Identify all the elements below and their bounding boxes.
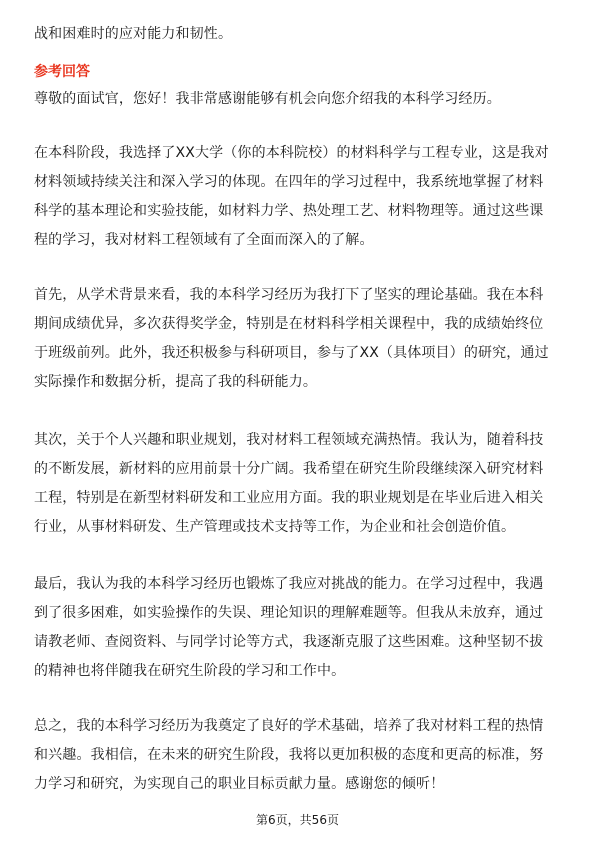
paragraph-line: 到了很多困难，如实验操作的失误、理论知识的理解难题等。但我从未放弃，通过 [34, 605, 544, 621]
paragraph-4 [34, 570, 562, 686]
paragraph-line: 的不断发展，新材料的应用前景十分广阔。我希望在研究生阶段继续深入研究材料 [34, 461, 544, 477]
paragraph-line: 请教老师、查阅资料、与同学讨论等方式，我逐渐克服了这些困难。这种坚韧不拔 [34, 634, 544, 650]
section-heading: 参考回答 [34, 64, 90, 80]
paragraph-line: 实际操作和数据分析，提高了我的科研能力。 [34, 374, 317, 390]
paragraph-5 [34, 712, 562, 799]
paragraph-line: 科学的基本理论和实验技能，如材料力学、热处理工艺、材料物理等。通过这些课 [34, 203, 544, 219]
paragraph-line: 力学习和研究，为实现自己的职业目标贡献力量。感谢您的倾听！ [34, 776, 445, 792]
paragraph-line: 最后，我认为我的本科学习经历也锻炼了我应对挑战的能力。在学习过程中，我遇 [34, 576, 544, 592]
paragraph-line: 总之，我的本科学习经历为我奠定了良好的学术基础，培养了我对材料工程的热情 [34, 718, 544, 734]
paragraph-line: 程的学习，我对材料工程领域有了全面而深入的了解。 [34, 232, 374, 248]
paragraph-line: 于班级前列。此外，我还积极参与科研项目，参与了XX（具体项目）的研究，通过 [34, 345, 549, 361]
paragraph-line: 工程，特别是在新型材料研发和工业应用方面。我的职业规划是在毕业后进入相关 [34, 490, 544, 506]
paragraph-line: 首先，从学术背景来看，我的本科学习经历为我打下了坚实的理论基础。我在本科 [34, 287, 544, 303]
paragraph-line: 的精神也将伴随我在研究生阶段的学习和工作中。 [34, 663, 346, 679]
paragraph-line: 材料领域持续关注和深入学习的体现。在四年的学习过程中，我系统地掌握了材料 [34, 174, 544, 190]
greeting-line: 尊敬的面试官，您好！我非常感谢能够有机会向您介绍我的本科学习经历。 [34, 91, 501, 107]
paragraph-line: 期间成绩优异，多次获得奖学金，特别是在材料科学相关课程中，我的成绩始终位 [34, 316, 544, 332]
paragraph-3 [34, 426, 562, 542]
paragraph-line: 在本科阶段，我选择了XX大学（你的本科院校）的材料科学与工程专业，这是我对 [34, 145, 549, 161]
page-number-footer: 第6页，共56页 [256, 813, 339, 827]
paragraph-line: 和兴趣。我相信，在未来的研究生阶段，我将以更加积极的态度和更高的标准，努 [34, 747, 544, 763]
paragraph-line: 行业，从事材料研发、生产管理或技术支持等工作，为企业和社会创造价值。 [34, 519, 516, 535]
paragraph-2 [34, 281, 562, 397]
paragraph-1 [34, 139, 562, 255]
continuation-line: 战和困难时的应对能力和韧性。 [34, 26, 233, 42]
paragraph-line: 其次，关于个人兴趣和职业规划，我对材料工程领域充满热情。我认为，随着科技 [34, 432, 544, 448]
